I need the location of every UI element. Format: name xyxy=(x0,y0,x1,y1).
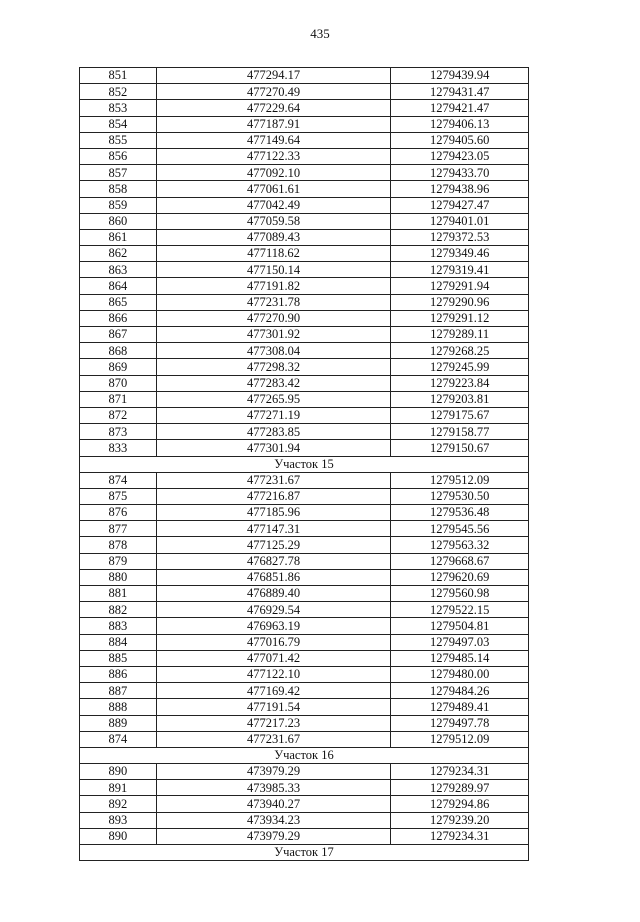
y-coordinate-cell: 1279319.41 xyxy=(391,262,529,278)
x-coordinate-cell: 477216.87 xyxy=(156,488,391,504)
x-coordinate-cell: 477016.79 xyxy=(156,634,391,650)
x-coordinate-cell: 473985.33 xyxy=(156,780,391,796)
y-coordinate-cell: 1279497.03 xyxy=(391,634,529,650)
x-coordinate-cell: 477283.85 xyxy=(156,424,391,440)
table-row xyxy=(80,213,529,229)
table-row xyxy=(80,488,529,504)
y-coordinate-cell: 1279439.94 xyxy=(391,68,529,84)
section-title: Участок 15 xyxy=(80,456,529,472)
point-number-cell: 851 xyxy=(80,68,157,84)
point-number-cell: 858 xyxy=(80,181,157,197)
point-number-cell: 867 xyxy=(80,327,157,343)
point-number-cell: 891 xyxy=(80,780,157,796)
x-coordinate-cell: 477147.31 xyxy=(156,521,391,537)
point-number-cell: 876 xyxy=(80,505,157,521)
y-coordinate-cell: 1279522.15 xyxy=(391,602,529,618)
coordinates-table-body xyxy=(80,68,529,861)
x-coordinate-cell: 476851.86 xyxy=(156,569,391,585)
table-row xyxy=(80,197,529,213)
y-coordinate-cell: 1279203.81 xyxy=(391,391,529,407)
point-number-cell: 873 xyxy=(80,424,157,440)
point-number-cell: 859 xyxy=(80,197,157,213)
x-coordinate-cell: 473940.27 xyxy=(156,796,391,812)
table-row xyxy=(80,569,529,585)
point-number-cell: 875 xyxy=(80,488,157,504)
point-number-cell: 887 xyxy=(80,683,157,699)
y-coordinate-cell: 1279158.77 xyxy=(391,424,529,440)
y-coordinate-cell: 1279401.01 xyxy=(391,213,529,229)
section-title: Участок 17 xyxy=(80,845,529,861)
y-coordinate-cell: 1279484.26 xyxy=(391,683,529,699)
y-coordinate-cell: 1279291.94 xyxy=(391,278,529,294)
x-coordinate-cell: 477118.62 xyxy=(156,246,391,262)
table-row xyxy=(80,310,529,326)
point-number-cell: 860 xyxy=(80,213,157,229)
x-coordinate-cell: 477169.42 xyxy=(156,683,391,699)
x-coordinate-cell: 477149.64 xyxy=(156,132,391,148)
table-row xyxy=(80,246,529,262)
x-coordinate-cell: 477265.95 xyxy=(156,391,391,407)
table-row xyxy=(80,602,529,618)
point-number-cell: 881 xyxy=(80,586,157,602)
y-coordinate-cell: 1279512.09 xyxy=(391,472,529,488)
point-number-cell: 870 xyxy=(80,375,157,391)
y-coordinate-cell: 1279291.12 xyxy=(391,310,529,326)
x-coordinate-cell: 477150.14 xyxy=(156,262,391,278)
table-row xyxy=(80,294,529,310)
x-coordinate-cell: 477191.54 xyxy=(156,699,391,715)
x-coordinate-cell: 477122.10 xyxy=(156,666,391,682)
table-row xyxy=(80,165,529,181)
point-number-cell: 890 xyxy=(80,764,157,780)
point-number-cell: 878 xyxy=(80,537,157,553)
table-row xyxy=(80,181,529,197)
coordinates-table xyxy=(79,67,529,861)
x-coordinate-cell: 477125.29 xyxy=(156,537,391,553)
point-number-cell: 884 xyxy=(80,634,157,650)
x-coordinate-cell: 477283.42 xyxy=(156,375,391,391)
point-number-cell: 854 xyxy=(80,116,157,132)
x-coordinate-cell: 477270.49 xyxy=(156,84,391,100)
y-coordinate-cell: 1279433.70 xyxy=(391,165,529,181)
table-row xyxy=(80,407,529,423)
y-coordinate-cell: 1279234.31 xyxy=(391,764,529,780)
point-number-cell: 874 xyxy=(80,472,157,488)
table-row xyxy=(80,618,529,634)
table-row xyxy=(80,148,529,164)
table-row xyxy=(80,84,529,100)
x-coordinate-cell: 477061.61 xyxy=(156,181,391,197)
y-coordinate-cell: 1279536.48 xyxy=(391,505,529,521)
point-number-cell: 882 xyxy=(80,602,157,618)
point-number-cell: 872 xyxy=(80,407,157,423)
y-coordinate-cell: 1279489.41 xyxy=(391,699,529,715)
table-row xyxy=(80,116,529,132)
table-row xyxy=(80,100,529,116)
x-coordinate-cell: 477092.10 xyxy=(156,165,391,181)
y-coordinate-cell: 1279223.84 xyxy=(391,375,529,391)
point-number-cell: 833 xyxy=(80,440,157,456)
table-row xyxy=(80,68,529,84)
point-number-cell: 857 xyxy=(80,165,157,181)
table-row xyxy=(80,375,529,391)
table-row xyxy=(80,553,529,569)
table-row xyxy=(80,764,529,780)
point-number-cell: 879 xyxy=(80,553,157,569)
point-number-cell: 862 xyxy=(80,246,157,262)
section-header-row xyxy=(80,747,529,763)
x-coordinate-cell: 477231.78 xyxy=(156,294,391,310)
point-number-cell: 852 xyxy=(80,84,157,100)
page-number: 435 xyxy=(310,26,330,41)
x-coordinate-cell: 473979.29 xyxy=(156,828,391,844)
y-coordinate-cell: 1279545.56 xyxy=(391,521,529,537)
y-coordinate-cell: 1279512.09 xyxy=(391,731,529,747)
y-coordinate-cell: 1279504.81 xyxy=(391,618,529,634)
y-coordinate-cell: 1279234.31 xyxy=(391,828,529,844)
table-row xyxy=(80,666,529,682)
point-number-cell: 892 xyxy=(80,796,157,812)
x-coordinate-cell: 476963.19 xyxy=(156,618,391,634)
table-row xyxy=(80,650,529,666)
table-row xyxy=(80,796,529,812)
table-row xyxy=(80,828,529,844)
y-coordinate-cell: 1279497.78 xyxy=(391,715,529,731)
x-coordinate-cell: 477217.23 xyxy=(156,715,391,731)
y-coordinate-cell: 1279245.99 xyxy=(391,359,529,375)
y-coordinate-cell: 1279405.60 xyxy=(391,132,529,148)
point-number-cell: 893 xyxy=(80,812,157,828)
y-coordinate-cell: 1279431.47 xyxy=(391,84,529,100)
point-number-cell: 883 xyxy=(80,618,157,634)
table-row xyxy=(80,780,529,796)
point-number-cell: 874 xyxy=(80,731,157,747)
x-coordinate-cell: 476827.78 xyxy=(156,553,391,569)
x-coordinate-cell: 477071.42 xyxy=(156,650,391,666)
x-coordinate-cell: 477089.43 xyxy=(156,229,391,245)
section-header-row xyxy=(80,845,529,861)
y-coordinate-cell: 1279150.67 xyxy=(391,440,529,456)
point-number-cell: 864 xyxy=(80,278,157,294)
y-coordinate-cell: 1279427.47 xyxy=(391,197,529,213)
table-row xyxy=(80,391,529,407)
point-number-cell: 888 xyxy=(80,699,157,715)
table-row xyxy=(80,343,529,359)
table-row xyxy=(80,634,529,650)
x-coordinate-cell: 477122.33 xyxy=(156,148,391,164)
x-coordinate-cell: 477231.67 xyxy=(156,472,391,488)
table-row xyxy=(80,521,529,537)
table-row xyxy=(80,440,529,456)
table-row xyxy=(80,229,529,245)
section-title: Участок 16 xyxy=(80,747,529,763)
point-number-cell: 856 xyxy=(80,148,157,164)
x-coordinate-cell: 477301.92 xyxy=(156,327,391,343)
point-number-cell: 886 xyxy=(80,666,157,682)
table-row xyxy=(80,472,529,488)
y-coordinate-cell: 1279268.25 xyxy=(391,343,529,359)
section-header-row xyxy=(80,456,529,472)
table-row xyxy=(80,327,529,343)
x-coordinate-cell: 477298.32 xyxy=(156,359,391,375)
table-row xyxy=(80,359,529,375)
table-row xyxy=(80,262,529,278)
x-coordinate-cell: 473934.23 xyxy=(156,812,391,828)
table-row xyxy=(80,715,529,731)
y-coordinate-cell: 1279485.14 xyxy=(391,650,529,666)
x-coordinate-cell: 477187.91 xyxy=(156,116,391,132)
x-coordinate-cell: 477229.64 xyxy=(156,100,391,116)
x-coordinate-cell: 477271.19 xyxy=(156,407,391,423)
point-number-cell: 869 xyxy=(80,359,157,375)
y-coordinate-cell: 1279406.13 xyxy=(391,116,529,132)
point-number-cell: 885 xyxy=(80,650,157,666)
table-row xyxy=(80,278,529,294)
table-row xyxy=(80,586,529,602)
x-coordinate-cell: 477301.94 xyxy=(156,440,391,456)
y-coordinate-cell: 1279480.00 xyxy=(391,666,529,682)
x-coordinate-cell: 477294.17 xyxy=(156,68,391,84)
y-coordinate-cell: 1279372.53 xyxy=(391,229,529,245)
table-row xyxy=(80,424,529,440)
table-row xyxy=(80,699,529,715)
y-coordinate-cell: 1279294.86 xyxy=(391,796,529,812)
x-coordinate-cell: 476889.40 xyxy=(156,586,391,602)
x-coordinate-cell: 477270.90 xyxy=(156,310,391,326)
y-coordinate-cell: 1279289.97 xyxy=(391,780,529,796)
table-row xyxy=(80,683,529,699)
point-number-cell: 866 xyxy=(80,310,157,326)
point-number-cell: 890 xyxy=(80,828,157,844)
table-row xyxy=(80,812,529,828)
point-number-cell: 877 xyxy=(80,521,157,537)
point-number-cell: 863 xyxy=(80,262,157,278)
point-number-cell: 871 xyxy=(80,391,157,407)
table-row xyxy=(80,731,529,747)
point-number-cell: 865 xyxy=(80,294,157,310)
point-number-cell: 868 xyxy=(80,343,157,359)
x-coordinate-cell: 473979.29 xyxy=(156,764,391,780)
y-coordinate-cell: 1279421.47 xyxy=(391,100,529,116)
x-coordinate-cell: 477191.82 xyxy=(156,278,391,294)
table-row xyxy=(80,505,529,521)
point-number-cell: 853 xyxy=(80,100,157,116)
y-coordinate-cell: 1279620.69 xyxy=(391,569,529,585)
y-coordinate-cell: 1279175.67 xyxy=(391,407,529,423)
y-coordinate-cell: 1279290.96 xyxy=(391,294,529,310)
y-coordinate-cell: 1279289.11 xyxy=(391,327,529,343)
x-coordinate-cell: 476929.54 xyxy=(156,602,391,618)
y-coordinate-cell: 1279560.98 xyxy=(391,586,529,602)
y-coordinate-cell: 1279668.67 xyxy=(391,553,529,569)
x-coordinate-cell: 477185.96 xyxy=(156,505,391,521)
y-coordinate-cell: 1279239.20 xyxy=(391,812,529,828)
y-coordinate-cell: 1279530.50 xyxy=(391,488,529,504)
x-coordinate-cell: 477231.67 xyxy=(156,731,391,747)
x-coordinate-cell: 477059.58 xyxy=(156,213,391,229)
table-row xyxy=(80,537,529,553)
y-coordinate-cell: 1279438.96 xyxy=(391,181,529,197)
point-number-cell: 880 xyxy=(80,569,157,585)
y-coordinate-cell: 1279563.32 xyxy=(391,537,529,553)
table-row xyxy=(80,132,529,148)
point-number-cell: 861 xyxy=(80,229,157,245)
x-coordinate-cell: 477308.04 xyxy=(156,343,391,359)
point-number-cell: 855 xyxy=(80,132,157,148)
y-coordinate-cell: 1279349.46 xyxy=(391,246,529,262)
x-coordinate-cell: 477042.49 xyxy=(156,197,391,213)
y-coordinate-cell: 1279423.05 xyxy=(391,148,529,164)
point-number-cell: 889 xyxy=(80,715,157,731)
